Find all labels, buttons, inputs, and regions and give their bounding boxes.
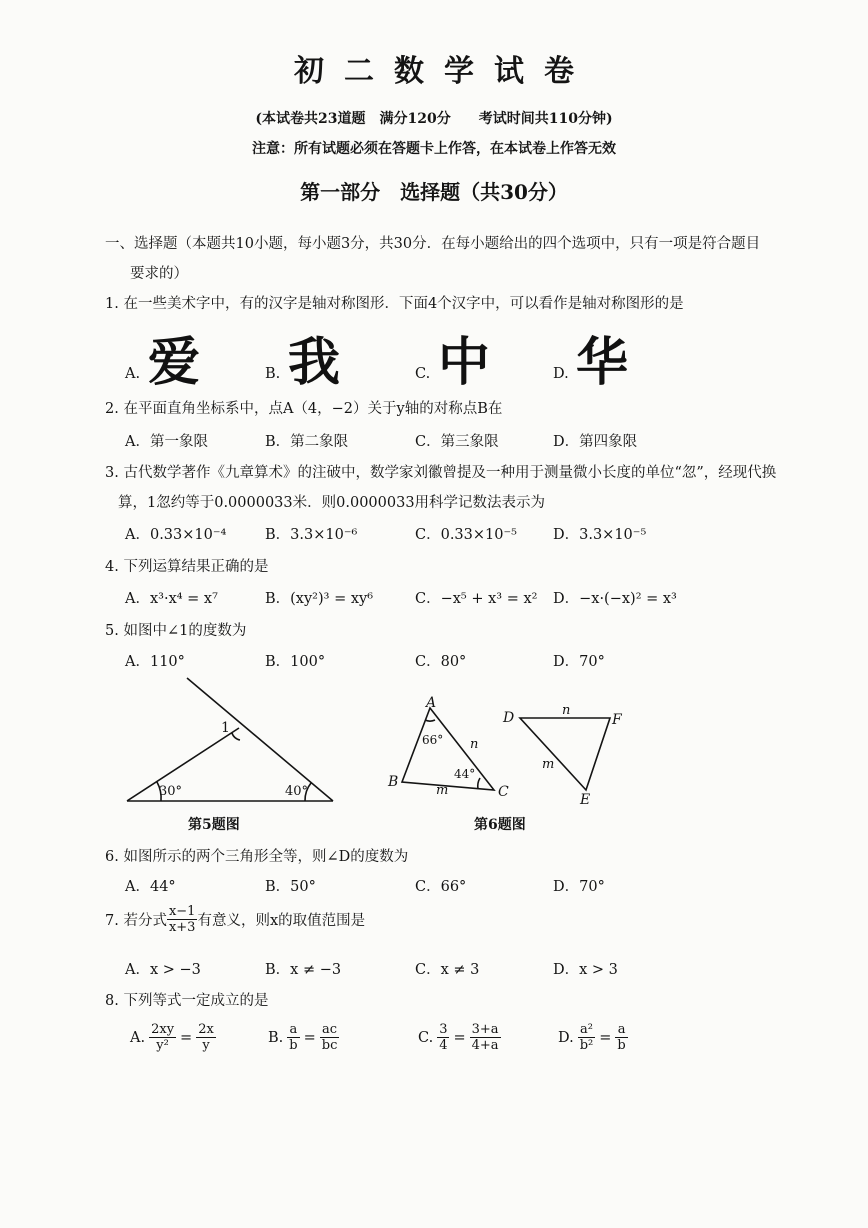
fig6-label-E: E bbox=[580, 792, 591, 808]
q1-label-b: B. bbox=[265, 366, 281, 382]
q7-option-d: D．x > 3 bbox=[553, 962, 618, 978]
q8-c-left-den: 4 bbox=[439, 1038, 448, 1053]
q6-option-a: A．44° bbox=[125, 879, 176, 895]
q8-label-c: C. bbox=[418, 1029, 434, 1046]
exam-info: (本试卷共23道题 满分120分 考试时间共110分钟) bbox=[255, 111, 613, 127]
q7-option-c: C．x ≠ 3 bbox=[415, 962, 480, 978]
q1-label-c: C. bbox=[415, 366, 431, 382]
q8-label-a: A. bbox=[130, 1029, 146, 1046]
fig6-caption: 第6题图 bbox=[474, 817, 526, 833]
q4-option-c: C．−x⁵ + x³ = x² bbox=[415, 591, 538, 607]
q1-char-b: 我 bbox=[288, 333, 341, 393]
q1-label-a: A. bbox=[125, 366, 141, 382]
q8-option-b: B. $\frac{a}{b}$ = $\frac{ac}{bc}$ bbox=[268, 1022, 338, 1053]
q5-option-c: C．80° bbox=[415, 654, 467, 670]
part-title: 第一部分 选择题（共30分） bbox=[300, 180, 568, 204]
fig6-label-C: C bbox=[498, 784, 509, 800]
exam-notice: 注意：所有试题必须在答题卡上作答，在本试卷上作答无效 bbox=[252, 141, 616, 157]
figure-q6 bbox=[382, 694, 642, 810]
q3-option-a: A．0.33×10⁻⁴ bbox=[125, 527, 227, 543]
fig5-angle-40-label: 40° bbox=[285, 784, 309, 799]
fig6-angle-66-label: 66° bbox=[422, 733, 444, 747]
q8-b-right-den: bc bbox=[321, 1038, 338, 1053]
q7-option-b: B．x ≠ −3 bbox=[265, 962, 342, 978]
q8-option-a: A. $\frac{2xy}{\text{y²}}$ = $\frac{2x}{y}$ bbox=[130, 1022, 214, 1053]
page-title: 初二数学试卷 bbox=[294, 54, 594, 89]
fig6-angle-44-label: 44° bbox=[454, 767, 476, 781]
q2-option-a: A．第一象限 bbox=[125, 434, 208, 450]
q8-b-right-num: ac bbox=[320, 1022, 340, 1038]
q7-stem bbox=[105, 904, 365, 935]
q1-char-c: 中 bbox=[438, 333, 491, 393]
q7-stem-pre: 7. 若分式 bbox=[105, 913, 167, 929]
q8-option-c: C. $\frac{3}{4}$ = $\frac{3+a}{4+a}$ bbox=[418, 1022, 499, 1053]
fig5-caption: 第5题图 bbox=[188, 817, 240, 833]
q8-a-left-den: y² bbox=[156, 1038, 169, 1053]
q5-option-b: B．100° bbox=[265, 654, 326, 670]
fig6-label-m2: m bbox=[542, 757, 555, 772]
q8-label-b: B. bbox=[268, 1029, 284, 1046]
q2-option-d: D．第四象限 bbox=[553, 434, 638, 450]
q8-c-left-num: 3 bbox=[439, 1022, 448, 1037]
section-intro-cont: 要求的） bbox=[130, 266, 188, 282]
q4-stem: 4. 下列运算结果正确的是 bbox=[105, 559, 269, 575]
q3-stem: 3. 古代数学著作《九章算术》的注破中，数学家刘徽曾提及一种用于测量微小长度的单位“忽”，经现代换 bbox=[105, 465, 777, 481]
q8-d-right-den: b bbox=[617, 1038, 626, 1053]
q3-stem-cont: 算，1忽约等于0.0000033米．则0.0000033用科学记数法表示为 bbox=[118, 495, 546, 511]
q8-c-right-den: 4+a bbox=[471, 1038, 499, 1053]
q5-option-a: A．110° bbox=[125, 654, 185, 670]
q7-fraction bbox=[167, 904, 198, 935]
q6-stem: 6. 如图所示的两个三角形全等，则∠D的度数为 bbox=[105, 849, 409, 865]
q4-option-b: B．(xy²)³ = xy⁶ bbox=[265, 591, 374, 607]
q8-b-left-den: b bbox=[289, 1038, 298, 1053]
q7-option-a: A．x > −3 bbox=[125, 962, 201, 978]
fig6-label-m1: m bbox=[436, 783, 449, 798]
q8-d-left-num: a² bbox=[578, 1022, 596, 1038]
fig6-label-n1: n bbox=[470, 737, 479, 752]
q8-c-right-num: 3+a bbox=[471, 1022, 499, 1037]
q8-d-right-num: a bbox=[615, 1022, 627, 1038]
q8-stem: 8. 下列等式一定成立的是 bbox=[105, 993, 269, 1009]
q6-option-b: B．50° bbox=[265, 879, 316, 895]
q4-option-a: A．x³·x⁴ = x⁷ bbox=[125, 591, 218, 607]
fig5-angle-1-label: 1 bbox=[221, 720, 230, 736]
q8-label-d: D. bbox=[558, 1029, 574, 1046]
q7-frac-num: x−1 bbox=[168, 904, 196, 919]
fig6-label-F: F bbox=[612, 712, 622, 728]
q3-option-c: C．0.33×10⁻⁵ bbox=[415, 527, 517, 543]
q3-option-d: D．3.3×10⁻⁵ bbox=[553, 527, 647, 543]
q1-char-d: 华 bbox=[576, 333, 629, 393]
fig6-label-n2: n bbox=[562, 703, 571, 718]
q8-d-left-den: b² bbox=[579, 1038, 594, 1053]
fig6-label-A: A bbox=[426, 695, 437, 711]
q6-option-c: C．66° bbox=[415, 879, 467, 895]
q8-option-d: D. $\frac{\text{a²}}{\text{b²}}$ = $\frac{a}{b}$ bbox=[558, 1022, 626, 1053]
q2-option-b: B．第二象限 bbox=[265, 434, 349, 450]
q8-b-left-num: a bbox=[287, 1022, 299, 1038]
q2-option-c: C．第三象限 bbox=[415, 434, 499, 450]
q8-a-left-num: 2xy bbox=[151, 1022, 175, 1037]
q1-char-a: 爱 bbox=[148, 333, 201, 393]
fig6-label-D: D bbox=[503, 710, 515, 726]
fig6-label-B: B bbox=[388, 774, 399, 790]
q3-option-b: B．3.3×10⁻⁶ bbox=[265, 527, 358, 543]
figure-q5 bbox=[115, 670, 345, 810]
q5-stem: 5. 如图中∠1的度数为 bbox=[105, 623, 247, 639]
q1-stem: 1. 在一些美术字中，有的汉字是轴对称图形．下面4个汉字中，可以看作是轴对称图形的是 bbox=[105, 296, 684, 312]
q1-label-d: D. bbox=[553, 366, 569, 382]
q7-frac-den: x+3 bbox=[168, 920, 196, 935]
section-intro: 一、选择题（本题共10小题，每小题3分，共30分．在每小题给出的四个选项中，只有一项是符合题目 bbox=[105, 236, 761, 252]
q7-stem-post: 有意义，则x的取值范围是 bbox=[197, 913, 366, 929]
q2-stem: 2. 在平面直角坐标系中，点A（4，−2）关于y轴的对称点B在 bbox=[105, 401, 503, 417]
fig5-angle-30-label: 30° bbox=[159, 784, 183, 799]
q8-a-right-den: y bbox=[202, 1038, 210, 1053]
q8-a-right-num: 2x bbox=[198, 1022, 214, 1037]
q6-option-d: D．70° bbox=[553, 879, 605, 895]
q4-option-d: D．−x·(−x)² = x³ bbox=[553, 591, 677, 607]
q5-option-d: D．70° bbox=[553, 654, 605, 670]
